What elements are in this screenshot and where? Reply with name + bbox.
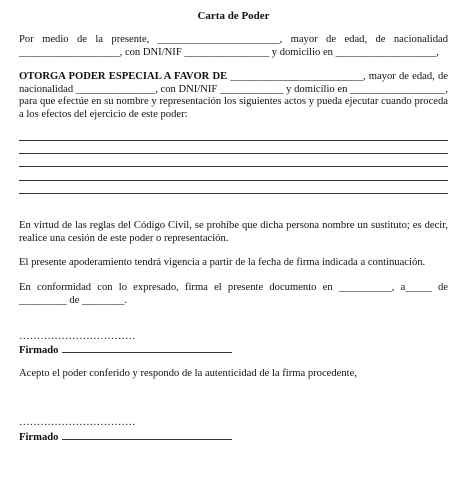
civil-code-paragraph: En virtud de las reglas del Código Civil, se prohíbe que dicha persona nombre un sustituto; es decir, realice una cesión de este poder o representación.: [19, 220, 448, 244]
signature-line-2: [62, 430, 232, 440]
document-title: Carta de Poder: [197, 10, 270, 22]
signed-label-2: Firmado: [19, 432, 59, 443]
conformity-paragraph: En conformidad con lo expresado, firma el presente documento en __________, a_____ de _________ de ________.: [19, 282, 448, 306]
acceptance-paragraph: Acepto el poder conferido y respondo de la autenticidad de la firma procedente,: [19, 368, 357, 379]
signature-dots-1: ……………………………: [19, 331, 136, 342]
validity-paragraph: El presente apoderamiento tendrá vigencia a partir de la fecha de firma indicada a continuación.: [19, 257, 426, 268]
blank-line: [19, 140, 448, 141]
blank-line: [19, 153, 448, 154]
grant-paragraph: [19, 71, 448, 121]
blank-line: [19, 180, 448, 181]
signature-dots-2: ……………………………: [19, 417, 136, 428]
blank-line: [19, 193, 448, 194]
signature-block-2: [19, 430, 448, 445]
signature-block-1: [19, 343, 448, 358]
grant-heading: OTORGA PODER ESPECIAL A FAVOR DE: [19, 71, 228, 82]
grant-paragraph-text: _________________________, mayor de edad, de nacionalidad _______________, con DNI/NIF ____________ y domicilio en __________________, para que efectúe en su nombre y representación los siguientes actos y pueda ejecutar cuando proceda a los efectos del ejercicio de este poder:: [19, 71, 449, 120]
acts-blank-lines: [19, 140, 448, 206]
intro-paragraph: Por medio de la presente, _______________________, mayor de edad, de nacionalidad ___________________, con DNI/NIF ________________ y domicilio en ___________________,: [19, 34, 448, 58]
blank-line: [19, 166, 448, 167]
document-page: [19, 0, 448, 480]
signed-label-1: Firmado: [19, 345, 59, 356]
signature-line-1: [62, 343, 232, 353]
